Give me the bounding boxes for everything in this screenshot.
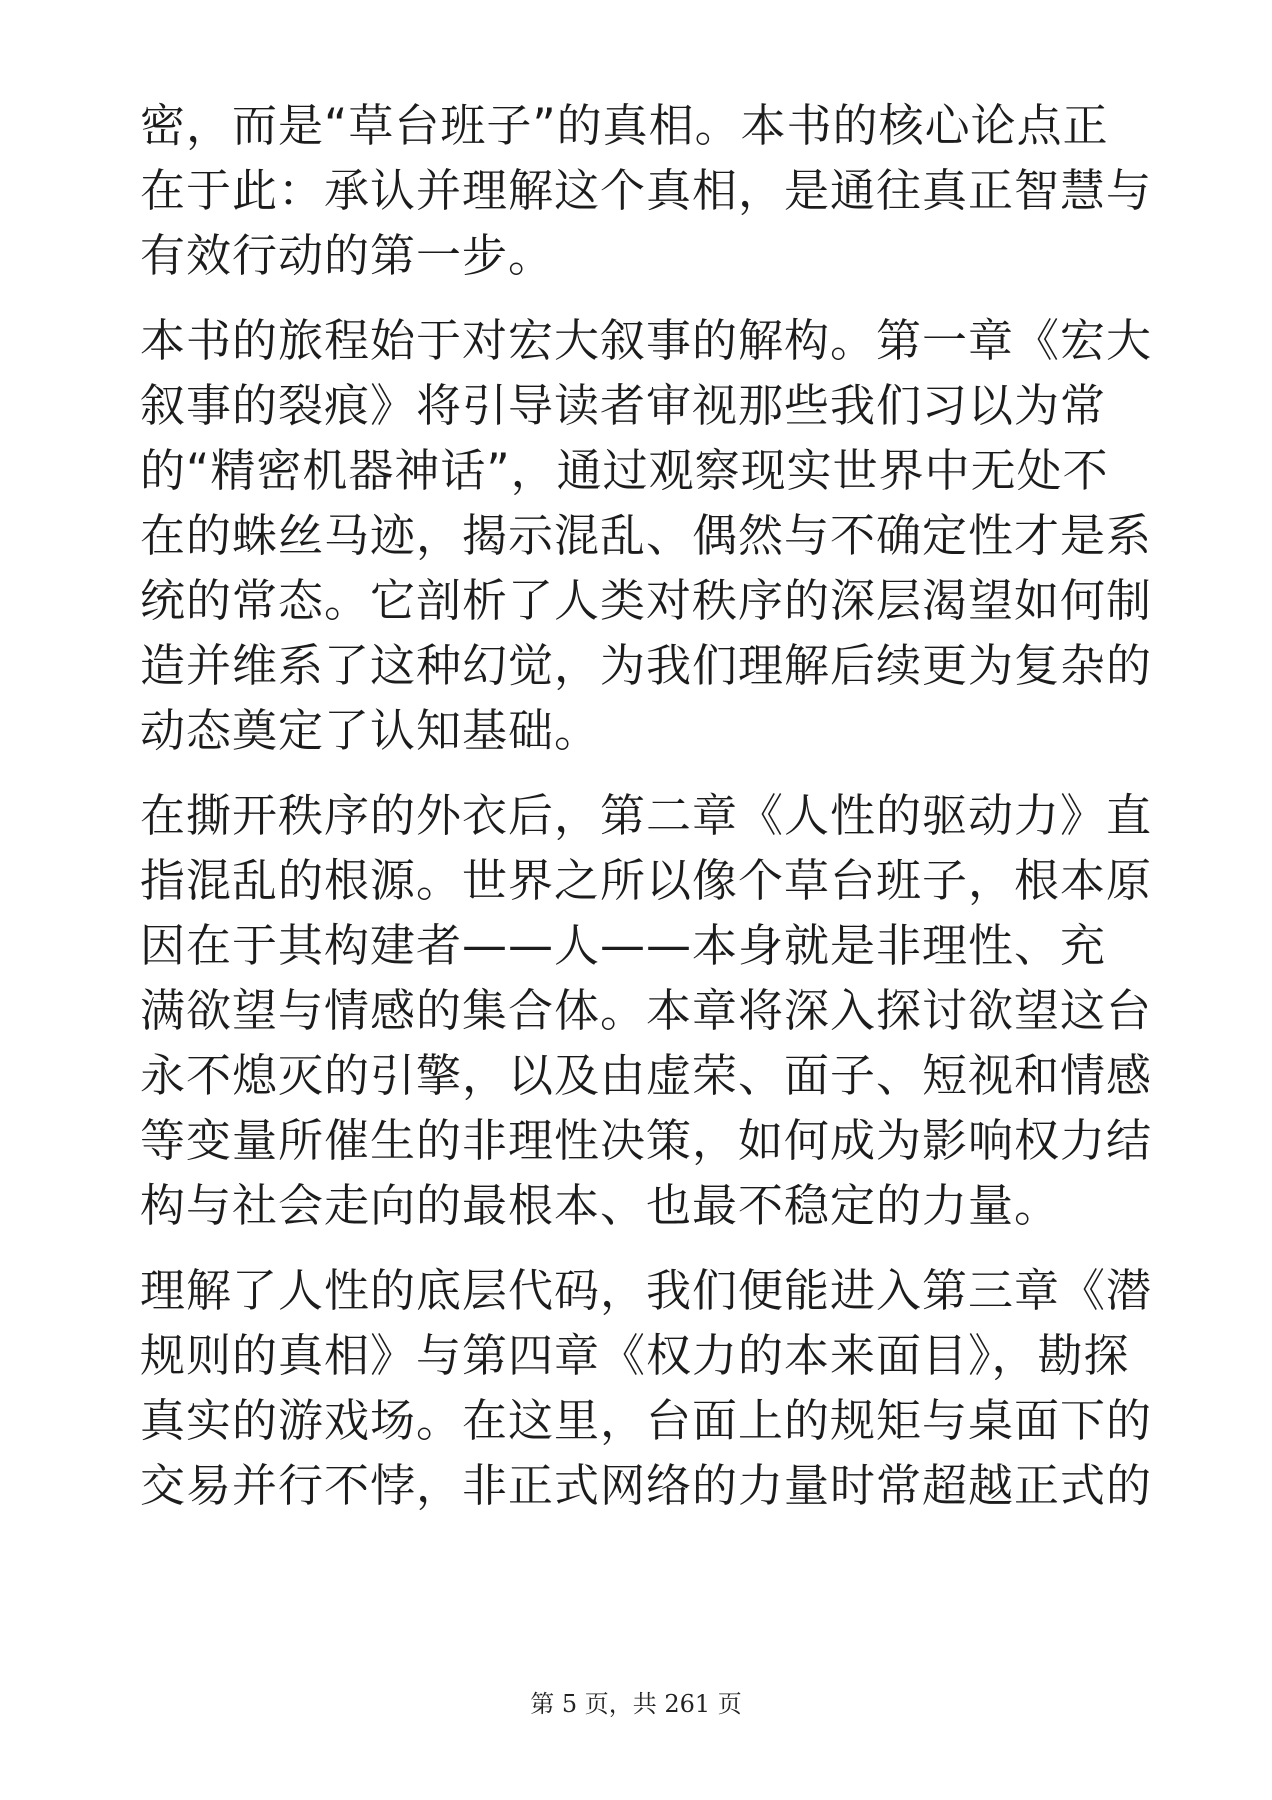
- paragraph: [140, 783, 1153, 1238]
- text-line: 在于此：承认并理解这个真相，是通往真正智慧与: [140, 164, 1153, 217]
- text-line: 在的蛛丝马迹，揭示混乱、偶然与不确定性才是系: [140, 509, 1153, 562]
- text-line: 交易并行不悖，非正式网络的力量时常超越正式的: [140, 1459, 1153, 1512]
- text-line: 的“精密机器神话”，通过观察现实世界中无处不: [140, 444, 1109, 497]
- text-line: 密，而是“草台班子”的真相。本书的核心论点正: [140, 99, 1109, 152]
- text-line: 等变量所催生的非理性决策，如何成为影响权力结: [140, 1114, 1153, 1167]
- text-line: 叙事的裂痕》将引导读者审视那些我们习以为常: [140, 379, 1107, 432]
- paragraph: [140, 1258, 1153, 1518]
- text-line: 规则的真相》与第四章《权力的本来面目》，勘探: [140, 1329, 1130, 1382]
- text-line: 构与社会走向的最根本、也最不稳定的力量。: [140, 1179, 1061, 1232]
- paragraph: [140, 308, 1153, 763]
- text-line: 因在于其构建者——人——本身就是非理性、充: [140, 919, 1107, 972]
- text-line: 永不熄灭的引擎，以及由虚荣、面子、短视和情感: [140, 1049, 1153, 1102]
- text-line: 本书的旅程始于对宏大叙事的解构。第一章《宏大: [140, 314, 1153, 367]
- text-line: 指混乱的根源。世界之所以像个草台班子，根本原: [140, 854, 1153, 907]
- body-text: [140, 93, 1153, 1538]
- paragraph: [140, 93, 1153, 288]
- text-line: 有效行动的第一步。: [140, 229, 555, 282]
- page-number-footer: 第 5 页，共 261 页: [530, 1690, 742, 1718]
- text-line: 动态奠定了认知基础。: [140, 704, 601, 757]
- text-line: 造并维系了这种幻觉，为我们理解后续更为复杂的: [140, 639, 1153, 692]
- text-line: 满欲望与情感的集合体。本章将深入探讨欲望这台: [140, 984, 1153, 1037]
- text-line: 真实的游戏场。在这里，台面上的规矩与桌面下的: [140, 1394, 1153, 1447]
- text-line: 在撕开秩序的外衣后，第二章《人性的驱动力》直: [140, 789, 1153, 842]
- text-line: 统的常态。它剖析了人类对秩序的深层渴望如何制: [140, 574, 1153, 627]
- text-line: 理解了人性的底层代码，我们便能进入第三章《潜: [140, 1264, 1153, 1317]
